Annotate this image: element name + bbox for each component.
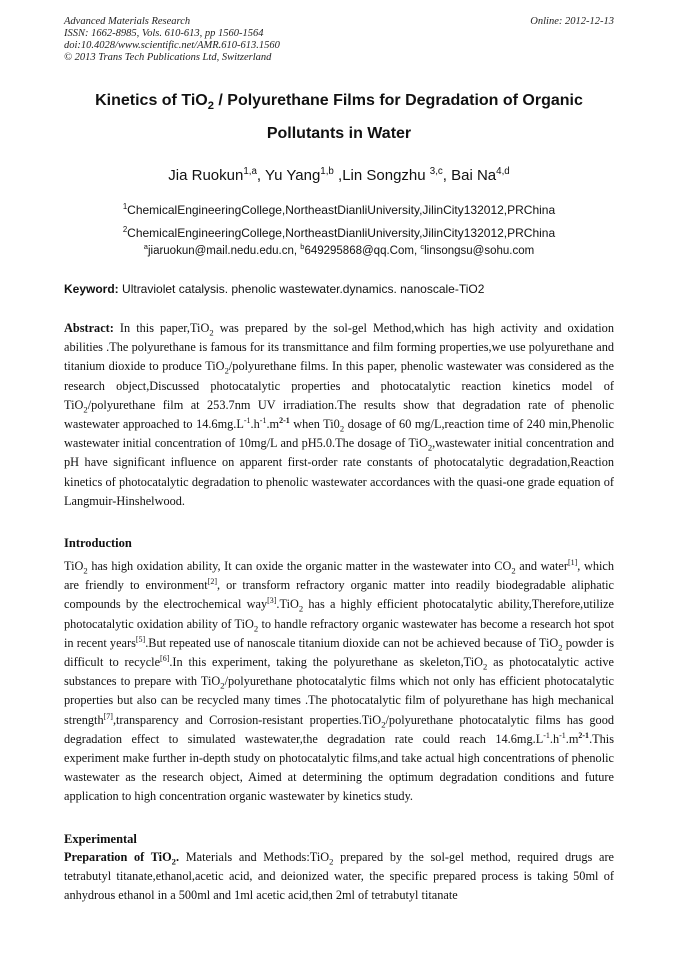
author-affiliation-mark: 1,b — [320, 166, 334, 177]
intro-text: /polyurethane photocatalytic films has good degradation effect to simulated wastewater,the degradation rate could reach 14.6mg.L — [64, 712, 614, 746]
intro-text: .In this experiment, taking the polyurethane as skeleton,TiO — [169, 655, 484, 670]
email-mark: a — [143, 242, 148, 252]
abstract-text: when Ti0 — [289, 417, 340, 432]
intro-text: has high oxidation ability, It can oxide the organic matter in the wastewater into CO — [87, 559, 512, 573]
author-affiliation-mark: 1,a — [243, 166, 257, 177]
superscript: -1 — [559, 730, 566, 740]
keyword-text: Ultraviolet catalysis. phenolic wastewater.dynamics. nanoscale-TiO2 — [118, 282, 485, 296]
subscript: 2 — [209, 327, 214, 338]
email-line — [64, 242, 614, 257]
subscript: 2 — [253, 623, 259, 634]
subscript: 2 — [224, 365, 229, 376]
preparation-label-text: Preparation of TiO — [64, 850, 172, 864]
abstract-label: Abstract: — [64, 321, 114, 335]
abstract-text: ,wastewater initial concentration and pH have significant influence on apparent first-order rate constants of photocatalytic degradation,Reaction kinetics of photocatalytic degradation to phenolic wastewater accordances with the quasi-one grade equation of Langmuir-Hinshelwood. — [64, 436, 614, 508]
copyright-line: © 2013 Trans Tech Publications Ltd, Switzerland — [64, 52, 272, 63]
author-name: ,Lin Songzhu — [333, 167, 430, 184]
intro-text: , or transform refractory organic matter into readily biodegradable aliphatic compounds by the electrochemical way — [64, 578, 614, 612]
journal-header — [64, 16, 280, 64]
preparation-text: prepared by the sol-gel method, required drugs are tetrabutyl titanate,ethanol,acetic acid, and deionized water, the specific prepared process is taking 50ml of anhydrous ethanol in a 500ml and 1ml acetic acid,then 2ml of tetrabutyl titanate — [64, 850, 615, 903]
author-affiliation-mark: 4,d — [496, 166, 510, 177]
paper-title-line-2: Pollutants in Water — [266, 125, 412, 142]
affiliation-text: ChemicalEngineeringCollege,NortheastDianliUniversity,JilinCity132012,PRChina — [127, 203, 556, 217]
superscript: 2-1 — [279, 415, 290, 425]
citation-link[interactable]: [2] — [207, 577, 217, 587]
preparation-paragraph — [64, 848, 614, 906]
intro-text: and water — [515, 559, 568, 573]
intro-text: .m — [565, 731, 579, 746]
superscript: -1 — [543, 730, 550, 740]
title-text: Kinetics of TiO — [95, 92, 208, 109]
superscript: -1 — [243, 415, 251, 425]
subscript: 2 — [339, 423, 345, 434]
email-link[interactable]: jiaruokun@mail.nedu.edu.cn, — [147, 245, 301, 257]
superscript: 2-1 — [578, 730, 590, 740]
intro-text: /polyurethane photocatalytic films which not only has efficient photocatalytic properties but also can be recycled many times .The photocatalytic film of polyurethane has high mechanical strength — [64, 674, 614, 727]
intro-text: , which are friendly to environment — [64, 559, 615, 593]
doi-line[interactable]: doi:10.4028/www.scientific.net/AMR.610-613.1560 — [64, 40, 280, 51]
citation-link[interactable]: [7] — [103, 711, 113, 721]
abstract-text: dosage of 60 mg/L,reaction time of 240 min,Phenolic wastewater initial concentration of 10mg/L and pH5.0.The dosage of TiO — [64, 417, 614, 451]
affiliation-text: ChemicalEngineeringCollege,NortheastDianliUniversity,JilinCity132012,PRChina — [127, 226, 556, 240]
abstract-text: In this paper,TiO — [113, 321, 210, 335]
author-name: , Yu Yang — [256, 167, 321, 184]
preparation-text: Materials and Methods:TiO — [179, 850, 330, 864]
intro-text: TiO — [64, 559, 84, 573]
superscript: -1 — [259, 415, 267, 425]
abstract-text: /polyurethane films. In this paper, phenolic wastewater was considered as the research object,Discussed photocatalytic properties and photocatalytic reaction kinetics model of TiO — [64, 359, 614, 412]
intro-text: as photocatalytic active substances to prepare with TiO — [64, 655, 615, 689]
intro-text: .This experiment make further in-depth study on photocatalytic films,and take actual high concentrations of phenolic wastewater as the research object, Aimed at determining the optimum degradation conditions and future application to high concentration organic wastewater by kinetics study. — [64, 731, 614, 804]
subscript: 2 — [381, 719, 386, 730]
subscript: 2 — [171, 856, 176, 867]
title-subscript: 2 — [207, 100, 214, 113]
subscript: 2 — [298, 603, 304, 614]
keyword-line — [64, 282, 614, 296]
citation-link[interactable]: [5] — [135, 634, 146, 644]
introduction-heading: Introduction — [64, 536, 132, 550]
abstract-text: /polyurethane film at 253.7nm UV irradiation.The results show that degradation rate of phenolic wastewater approached to 14.6mg.L — [64, 397, 614, 432]
keyword-label: Keyword: — [64, 282, 119, 296]
title-text-continued: / Polyurethane Films for Degradation of Organic — [213, 92, 583, 109]
introduction-paragraph — [64, 557, 614, 807]
citation-link[interactable]: [1] — [567, 557, 578, 567]
intro-text: to handle refractory organic wastewater has become a research hot spot in recent years — [64, 616, 614, 650]
subscript: 2 — [427, 442, 433, 453]
issn-line: ISSN: 1662-8985, Vols. 610-613, pp 1560-1564 — [64, 28, 264, 39]
paper-title-line-1 — [64, 92, 614, 113]
subscript: 2 — [483, 661, 488, 672]
email-mark: c — [420, 242, 425, 252]
affiliation-2 — [64, 226, 614, 240]
email-mark: b — [300, 242, 305, 252]
author-list — [64, 167, 614, 184]
subscript: 2 — [558, 642, 563, 653]
intro-text: has a highly efficient photocatalytic ability,Therefore,utilize photocatalytic oxidation ability of TiO — [64, 597, 614, 631]
preparation-label — [64, 850, 180, 867]
intro-text: ,transparency and Corrosion-resistant properties.TiO — [112, 712, 382, 727]
author-name: Jia Ruokun — [168, 167, 244, 184]
affiliation-mark: 2 — [122, 225, 128, 234]
subscript: 2 — [511, 565, 516, 576]
journal-name: Advanced Materials Research — [64, 16, 191, 27]
affiliation-1 — [64, 203, 614, 217]
abstract-text: .h — [250, 417, 260, 432]
intro-text: .h — [549, 731, 560, 746]
preparation-label-end: . — [175, 850, 180, 864]
subscript: 2 — [220, 680, 225, 691]
email-link[interactable]: linsongsu@sohu.com — [424, 245, 535, 257]
citation-link[interactable]: [6] — [160, 653, 170, 663]
affiliation-mark: 1 — [122, 202, 128, 211]
intro-text: .TiO — [276, 597, 299, 612]
subscript: 2 — [83, 565, 88, 576]
citation-link[interactable]: [3] — [267, 596, 277, 606]
experimental-heading: Experimental — [64, 832, 137, 846]
abstract-text: .m — [266, 417, 280, 432]
intro-text: .But repeated use of nanoscale titanium dioxide can not be achieved because of TiO — [145, 635, 559, 650]
intro-text: powder is difficult to recycle — [64, 635, 614, 670]
subscript: 2 — [329, 856, 334, 867]
subscript: 2 — [83, 404, 88, 415]
email-link[interactable]: 649295868@qq.Com, — [304, 245, 421, 257]
abstract-paragraph — [64, 319, 614, 511]
author-affiliation-mark: 3,c — [429, 166, 443, 177]
online-date: Online: 2012-12-13 — [530, 16, 614, 27]
abstract-text: was prepared by the sol-gel Method,which has high activity and oxidation abilities .The polyurethane is famous for its transmittance and film forming properties,we use polyurethane and titanium dioxide to produce TiO — [64, 321, 614, 374]
author-name: , Bai Na — [442, 167, 497, 184]
